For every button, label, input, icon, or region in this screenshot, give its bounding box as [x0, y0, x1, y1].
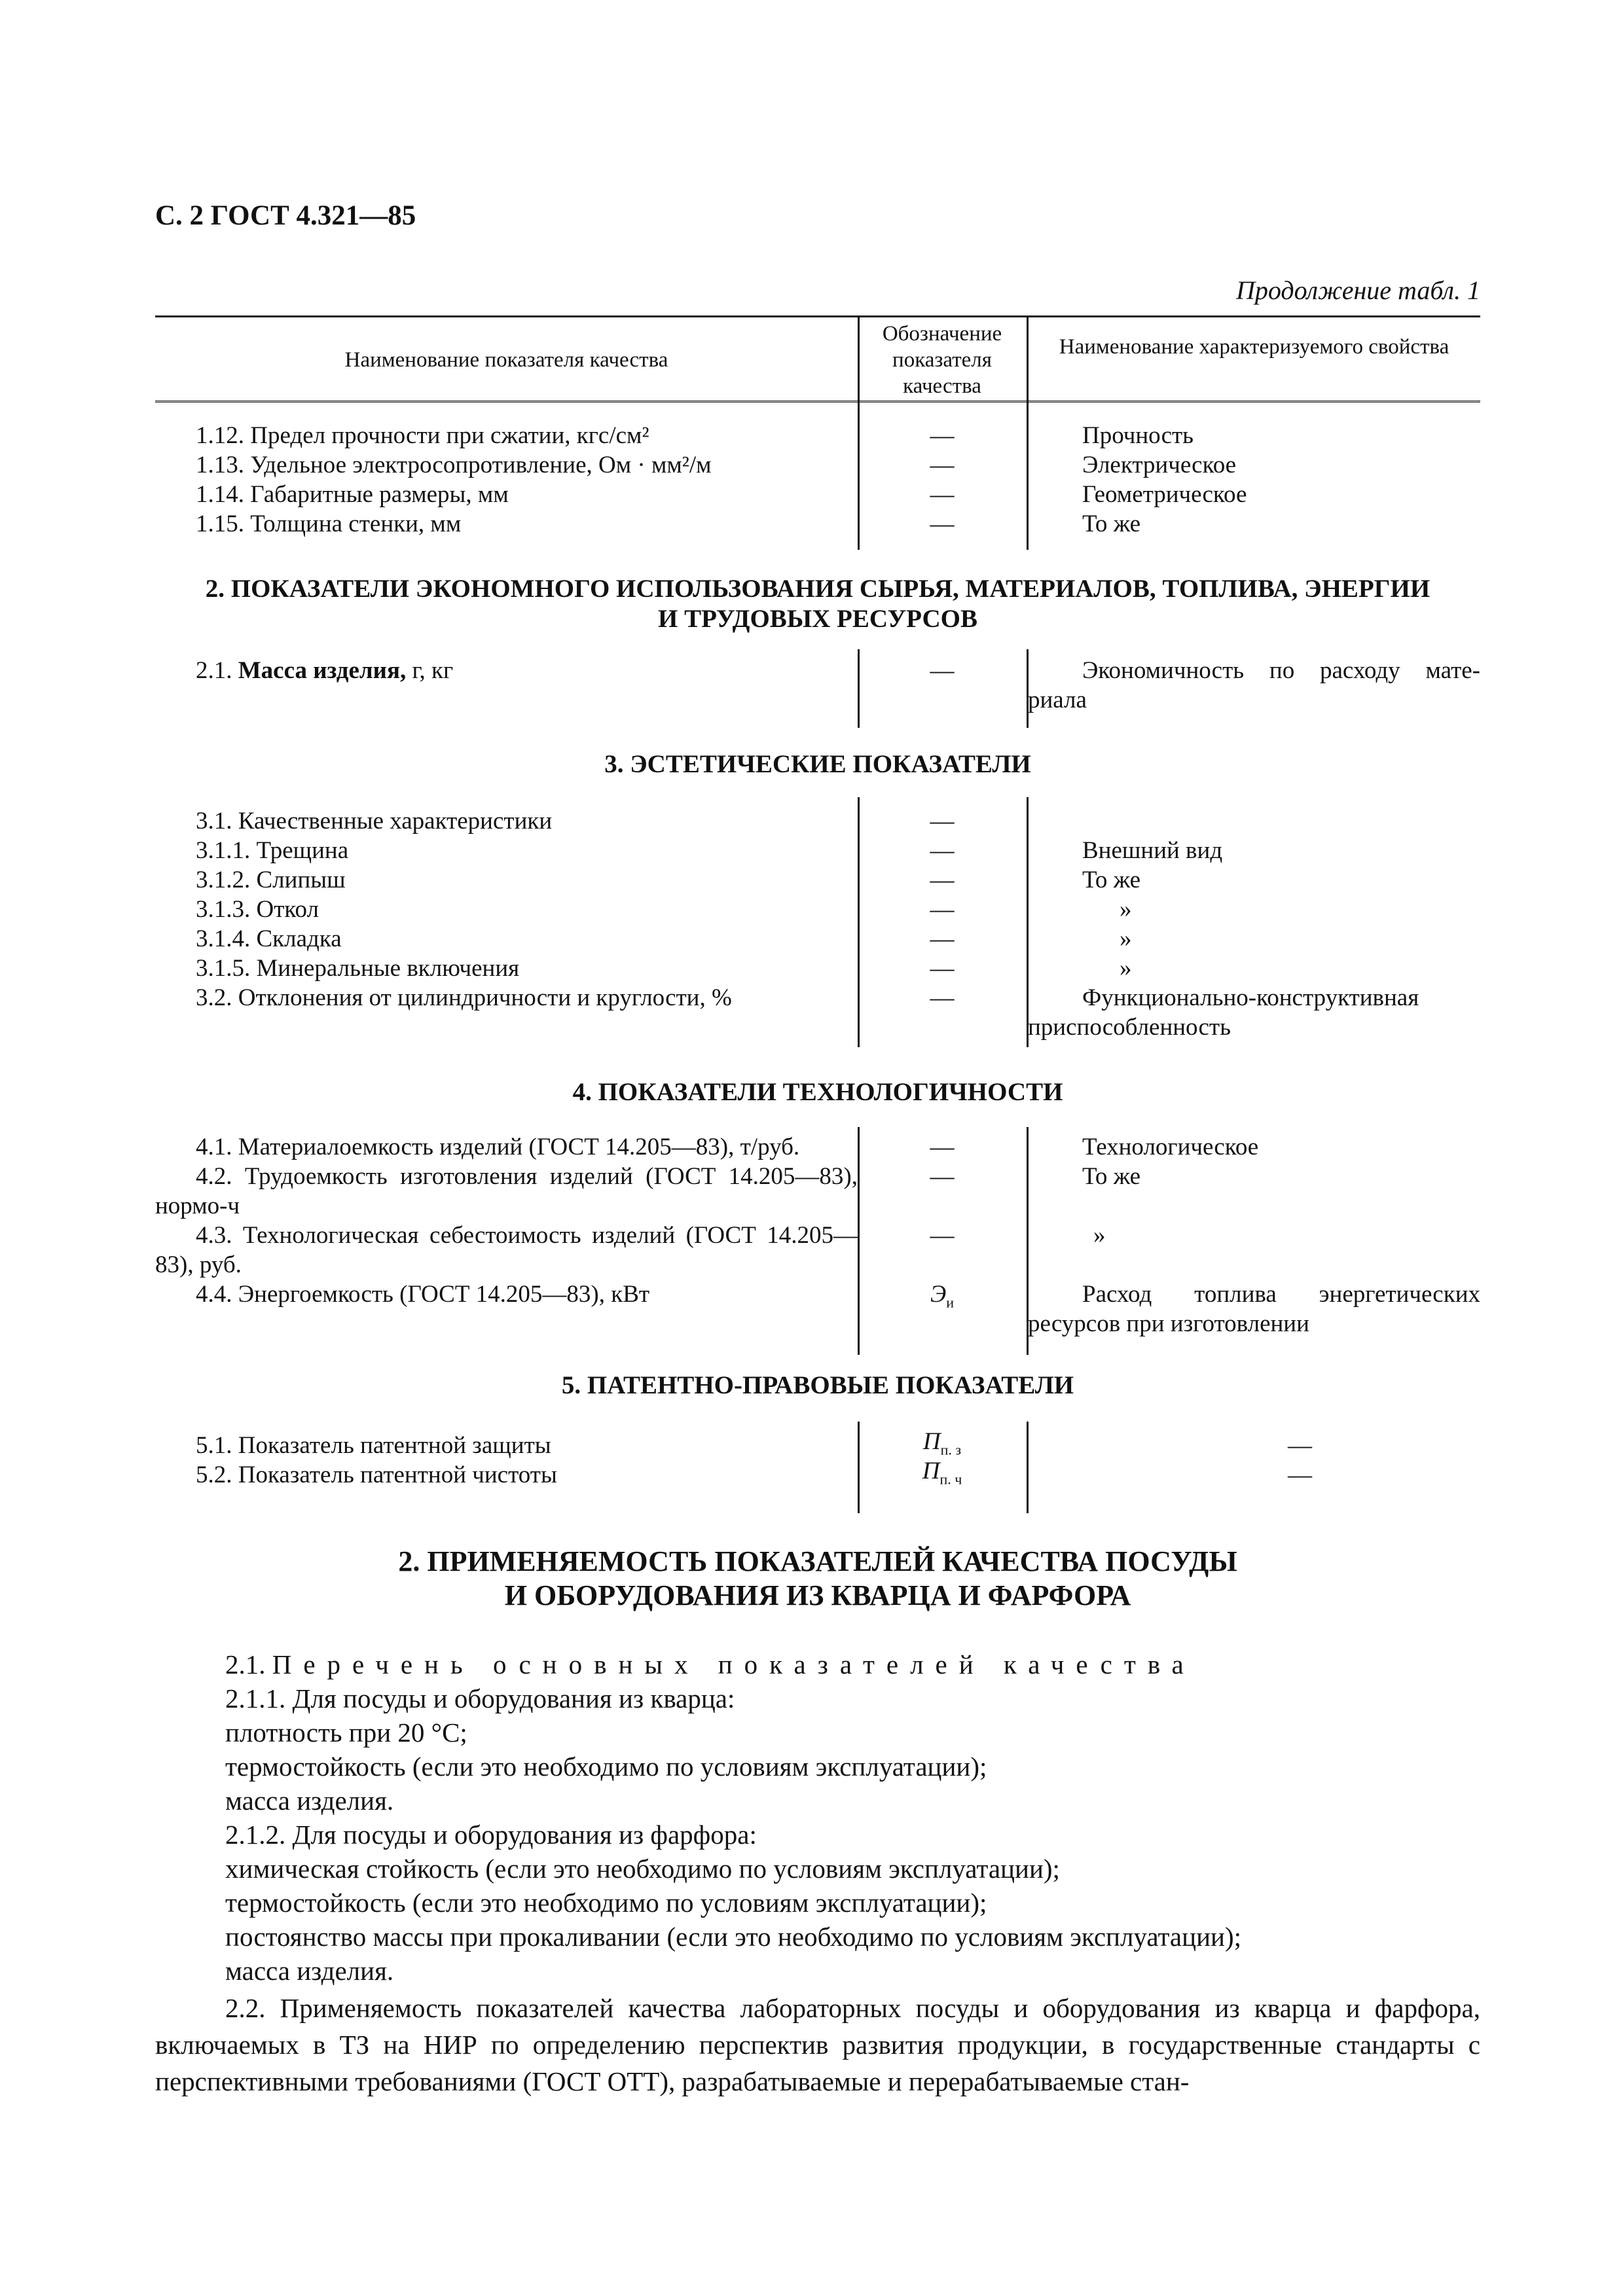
paragraph-2-1-2: 2.1.2. Для посуды и оборудования из фарфора: [225, 1820, 757, 1850]
table-row-name: 3.1.3. Откол [196, 896, 319, 923]
table-row-name: 4.1. Материалоемкость изделий (ГОСТ 14.205—83), т/руб. [196, 1134, 800, 1160]
table-row-name: 5.2. Показатель патентной чистоты [196, 1462, 557, 1488]
part-heading: И ОБОРУДОВАНИЯ ИЗ КВАРЦА И ФАРФОРА [504, 1579, 1131, 1611]
table-row-name: 3.2. Отклонения от цилиндричности и круглости, % [196, 984, 732, 1011]
table-row-name: 1.13. Удельное электросопротивление, Ом · мм²/м [196, 452, 712, 478]
table-row-designation: — [930, 837, 955, 864]
table-row-designation [859, 1456, 1025, 1494]
table-row-designation: — [930, 955, 955, 982]
table-row-name: 5.1. Показатель патентной защиты [196, 1432, 551, 1459]
symbol-main: Э [930, 1281, 947, 1308]
table-row-property: » [1120, 955, 1132, 982]
row-number: 2.1. [196, 657, 232, 684]
column-header-property: Наименование характеризуемого свойства [1059, 335, 1450, 359]
table-row-name: 3.1. Качественные характеристики [196, 808, 553, 834]
table-row-name: 4.3. Технологическая себестоимость изделий (ГОСТ 14.205—83), руб. [155, 1222, 858, 1278]
symbol-main: П [922, 1428, 941, 1455]
list-item: масса изделия. [225, 1785, 394, 1816]
table-row-property: — [1288, 1432, 1312, 1459]
list-item: плотность при 20 °С; [225, 1717, 467, 1748]
paragraph-number: 2.1. [225, 1649, 266, 1679]
table-row-designation: — [930, 511, 955, 537]
table-row-property: То же [1082, 511, 1141, 537]
table-row-property: Электрическое [1082, 452, 1237, 478]
table-row-name: 1.12. Предел прочности при сжатии, кгс/см² [196, 422, 649, 449]
list-item: термостойкость (если это необходимо по условиям эксплуатации); [225, 1751, 987, 1782]
table-row-name: 4.4. Энергоемкость (ГОСТ 14.205—83), кВт [196, 1281, 650, 1308]
table-row-name [155, 656, 858, 685]
table-row-designation: — [930, 1134, 955, 1160]
table-row-name: 1.15. Толщина стенки, мм [196, 511, 462, 537]
table-row-designation: — [930, 481, 955, 508]
part-heading: 2. ПРИМЕНЯЕМОСТЬ ПОКАЗАТЕЛЕЙ КАЧЕСТВА ПОСУДЫ [398, 1545, 1237, 1577]
section-heading: 5. ПАТЕНТНО-ПРАВОВЫЕ ПОКАЗАТЕЛИ [561, 1371, 1074, 1399]
table-row-name: 3.1.5. Минеральные включения [196, 955, 520, 982]
table-row-designation: — [930, 452, 955, 478]
table-row-designation: — [930, 925, 955, 952]
list-item: термостойкость (если это необходимо по условиям эксплуатации); [225, 1888, 987, 1918]
row-name-bold: Масса изделия, [238, 657, 407, 684]
table-head-rule [155, 401, 1480, 403]
table-row-property: Технологическое [1082, 1134, 1259, 1160]
table-row-property: — [1288, 1462, 1312, 1488]
table-row-designation: — [930, 1222, 955, 1249]
table-row-property: Расход топлива энергетических ресурсов при изготовлении [1028, 1281, 1480, 1337]
table-continued-caption: Продолжение табл. 1 [1235, 276, 1480, 305]
table-row-name: 1.14. Габаритные размеры, мм [196, 481, 509, 508]
table-row-name: 3.1.2. Слипыш [196, 867, 346, 893]
table-row-property: То же [1082, 867, 1141, 893]
table-row-name: 3.1.1. Трещина [196, 837, 349, 864]
paragraph-2-1-1: 2.1.1. Для посуды и оборудования из кварца: [225, 1683, 735, 1713]
list-item: химическая стойкость (если это необходимо по условиям эксплуатации); [225, 1854, 1060, 1884]
table-row-designation: — [930, 422, 955, 449]
table-row-property: Прочность [1082, 422, 1194, 449]
table-row-name: 3.1.4. Складка [196, 925, 342, 952]
table-row-designation: — [930, 1163, 955, 1190]
table-row-designation: — [930, 657, 955, 684]
table-row-name: 4.2. Трудоемкость изготовления изделий (ГОСТ 14.205—83), нормо-ч [155, 1163, 858, 1219]
table-top-rule [155, 315, 1480, 317]
row-name-units: г, кг [406, 657, 454, 684]
table-row-property: Экономичность по расходу мате-риала [1028, 657, 1480, 713]
table-row-designation: — [930, 808, 955, 834]
table-row-property: То же [1082, 1163, 1141, 1190]
paragraph-title: Перечень основных показателей качества [272, 1649, 1195, 1679]
paragraph-2-1 [155, 1648, 1480, 1681]
symbol-subscript: п. ч [939, 1471, 962, 1488]
table-row-property: Внешний вид [1082, 837, 1223, 864]
symbol-main: П [922, 1458, 940, 1484]
column-header-name: Наименование показателя качества [344, 348, 668, 372]
section-heading: 3. ЭСТЕТИЧЕСКИЕ ПОКАЗАТЕЛИ [604, 750, 1031, 778]
list-item: масса изделия. [225, 1956, 394, 1986]
section-heading: И ТРУДОВЫХ РЕСУРСОВ [658, 605, 977, 633]
table-row-designation: — [930, 867, 955, 893]
table-row-designation: — [930, 896, 955, 923]
section-heading: 2. ПОКАЗАТЕЛИ ЭКОНОМНОГО ИСПОЛЬЗОВАНИЯ СЫРЬЯ, МАТЕРИАЛОВ, ТОПЛИВА, ЭНЕРГИИ [205, 575, 1431, 603]
page-header: С. 2 ГОСТ 4.321—85 [155, 200, 416, 231]
table-row-property: » [1093, 1222, 1106, 1249]
column-divider [1027, 1422, 1029, 1513]
symbol-subscript: и [946, 1294, 954, 1311]
paragraph-2-2: 2.2. Применяемость показателей качества лабораторных посуды и оборудования из кварца и фарфора, включаемых в ТЗ на НИР по определению перспектив развития продукции, в государственные стандарты с перспективными требованиями (ГОСТ ОТТ), разрабатываемые и перерабатываемые стан- [155, 1993, 1480, 2096]
table-row-property: Функционально-конструктивная приспособленность [1028, 984, 1419, 1041]
table-row-designation [859, 1280, 1025, 1317]
table-row-property: » [1120, 896, 1132, 923]
table-row-property: Геометрическое [1082, 481, 1247, 508]
list-item: постоянство массы при прокаливании (если это необходимо по условиям эксплуатации); [225, 1922, 1241, 1952]
symbol-subscript: п. з [940, 1441, 962, 1458]
table-row-property: » [1120, 925, 1132, 952]
table-row-designation: — [930, 984, 955, 1011]
column-header-designation: Обозначение показателя качества [882, 322, 1002, 398]
section-heading: 4. ПОКАЗАТЕЛИ ТЕХНОЛОГИЧНОСТИ [572, 1078, 1063, 1106]
